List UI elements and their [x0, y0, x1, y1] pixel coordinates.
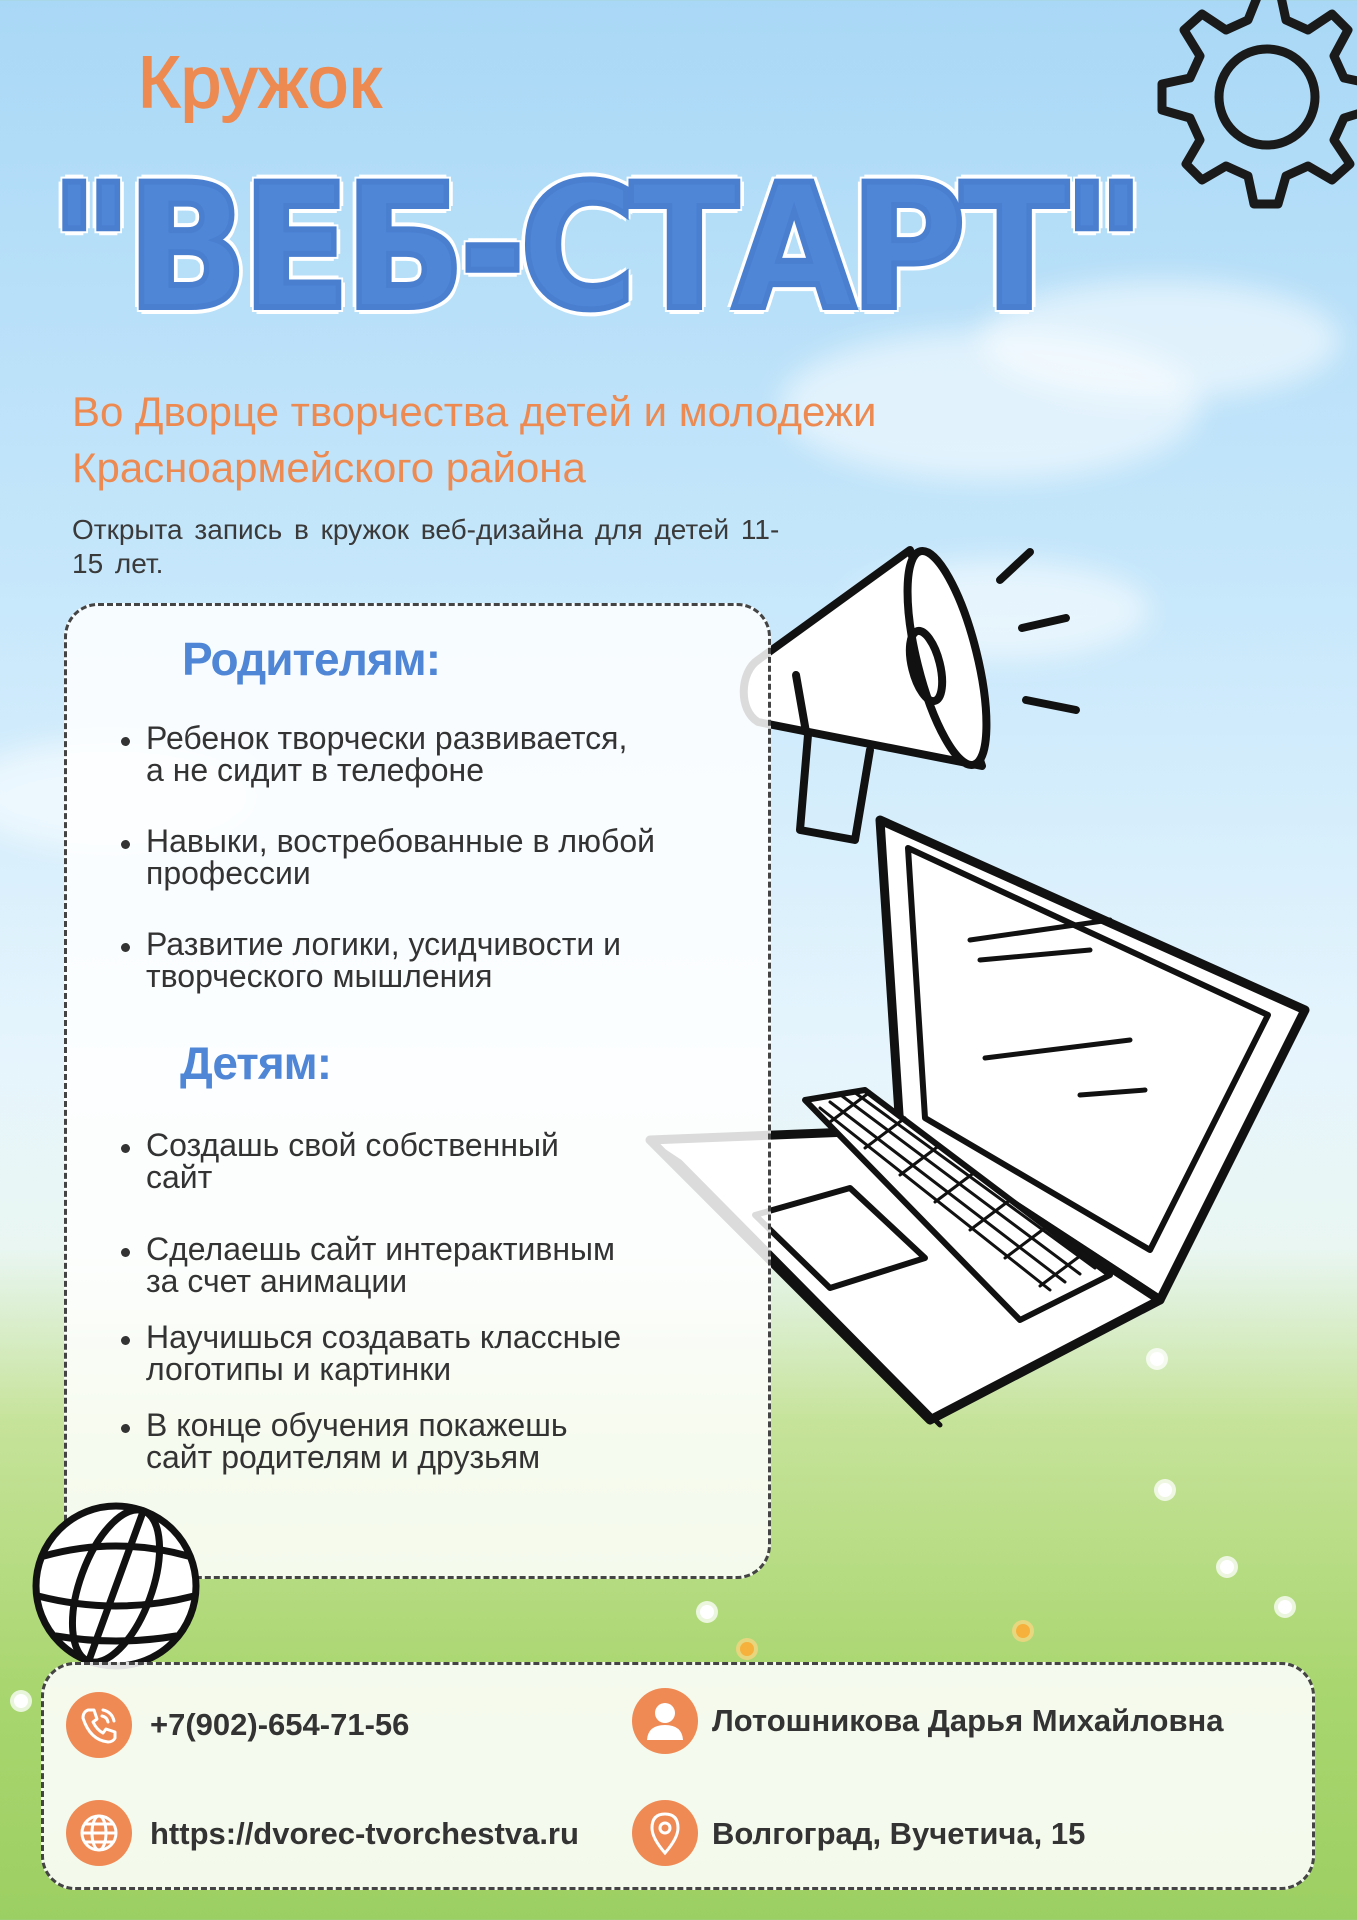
- gear-icon: [1130, 0, 1357, 210]
- flower: [1158, 1483, 1172, 1497]
- list-item: [146, 928, 756, 992]
- subtitle: [72, 384, 876, 496]
- list-item-line: Навыки, востребованные в любой: [146, 823, 656, 859]
- flower: [740, 1642, 754, 1656]
- flower: [1278, 1600, 1292, 1614]
- location-pin-icon: [632, 1800, 698, 1866]
- subtitle-line: Во Дворце творчества детей и молодежи: [72, 388, 877, 435]
- list-item-line: а не сидит в телефоне: [146, 752, 484, 788]
- flower: [1220, 1560, 1234, 1574]
- list-item-line: Ребенок творчески развивается,: [146, 720, 628, 756]
- globe-icon: [66, 1800, 132, 1866]
- list-item-line: профессии: [146, 855, 311, 891]
- list-item: [146, 1233, 756, 1297]
- flower: [14, 1694, 28, 1708]
- intro-text: Открыта запись в кружок веб-дизайна для детей 11-15 лет.: [72, 514, 780, 579]
- flower: [1016, 1624, 1030, 1638]
- website-link[interactable]: https://dvorec-tvorchestva.ru: [150, 1816, 579, 1851]
- address: Волгоград, Вучетича, 15: [712, 1816, 1086, 1851]
- flower: [700, 1605, 714, 1619]
- list-item-line: творческого мышления: [146, 958, 493, 994]
- list-item: [146, 825, 756, 889]
- parents-heading: Родителям:: [182, 633, 441, 685]
- list-item-line: Создашь свой собственный: [146, 1127, 559, 1163]
- list-item-line: Развитие логики, усидчивости и: [146, 926, 621, 962]
- eyebrow-title: Кружок: [138, 43, 382, 123]
- list-item-line: сайт: [146, 1159, 213, 1195]
- phone-icon: [66, 1692, 132, 1758]
- list-item-line: Научишься создавать классные: [146, 1319, 622, 1355]
- main-title: "ВЕБ-СТАРТ": [50, 147, 1140, 348]
- subtitle-line: Красноармейского района: [72, 444, 586, 491]
- list-item: [146, 1129, 756, 1193]
- contact-person: Лотошникова Дарья Михайловна: [712, 1703, 1224, 1738]
- list-item-line: логотипы и картинки: [146, 1351, 452, 1387]
- list-item-line: сайт родителям и друзьям: [146, 1439, 541, 1475]
- list-item: [146, 722, 756, 786]
- phone-number[interactable]: +7(902)-654-71-56: [150, 1707, 410, 1742]
- list-item-line: за счет анимации: [146, 1263, 408, 1299]
- kids-heading: Детям:: [180, 1037, 332, 1089]
- person-icon: [632, 1688, 698, 1754]
- globe-doodle-icon: [26, 1496, 206, 1676]
- list-item: [146, 1409, 756, 1473]
- list-item: [146, 1321, 756, 1385]
- list-item-line: Сделаешь сайт интерактивным: [146, 1231, 616, 1267]
- list-item-line: В конце обучения покажешь: [146, 1407, 568, 1443]
